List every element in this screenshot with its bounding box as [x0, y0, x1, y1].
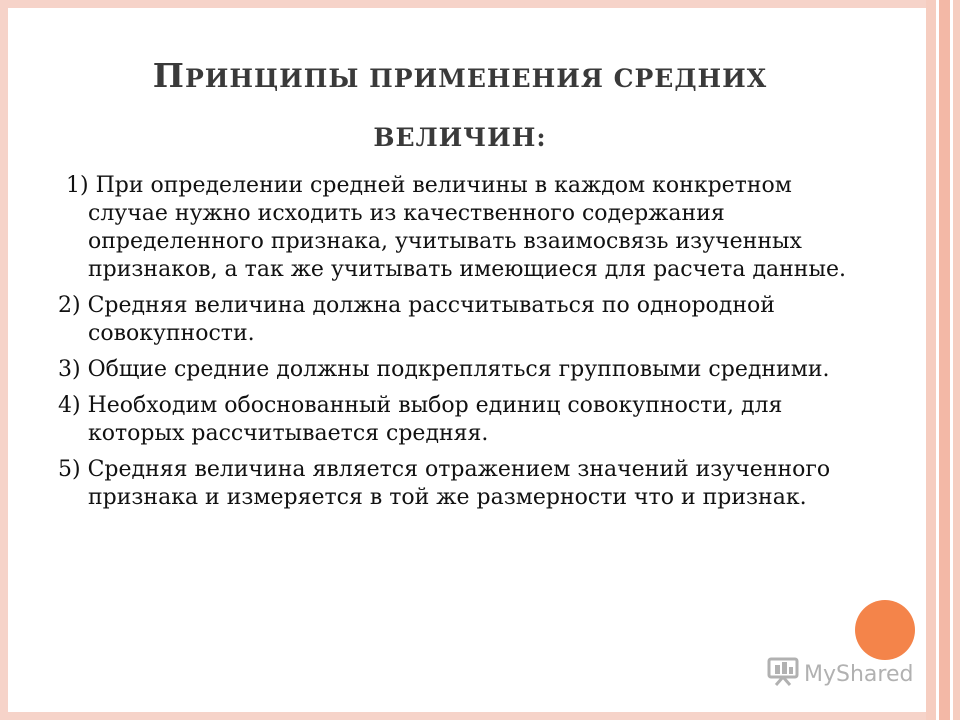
frame-top-border: [0, 0, 928, 8]
orange-circle-decoration: [855, 600, 915, 660]
title-initial: П: [152, 56, 185, 95]
frame-left-border: [0, 0, 8, 720]
slide-body: [58, 172, 848, 520]
title-rest: РИНЦИПЫ ПРИМЕНЕНИЯ СРЕДНИХ: [184, 64, 768, 93]
title-line-2-text: ВЕЛИЧИН:: [373, 123, 547, 152]
list-item: 3) Общие средние должны подкрепляться групповыми средними.: [58, 357, 830, 382]
watermark-text: MyShared: [804, 661, 914, 687]
list-item: 5) Средняя величина является отражением значений изученного признака и измеряется в той же размерности что и признак.: [58, 457, 831, 510]
watermark: [766, 656, 913, 692]
slide-title: [60, 48, 860, 169]
list-item: 1) При определении средней величины в каждом конкретном случае нужно исходить из качественного содержания определенного признака, учитывать взаимосвязь изученных признаков, а так же учитывать имеющиеся для расчета данные.: [66, 173, 846, 282]
title-line-2: [60, 110, 860, 169]
presentation-board-icon: [766, 656, 804, 692]
list-item: 2) Средняя величина должна рассчитываться по однородной совокупности.: [58, 293, 775, 346]
frame-bottom-border: [0, 712, 928, 720]
title-line-1: [60, 48, 860, 110]
right-decorative-stripes: [926, 0, 960, 720]
list-item: 4) Необходим обоснованный выбор единиц совокупности, для которых рассчитывается средняя.: [58, 393, 783, 446]
